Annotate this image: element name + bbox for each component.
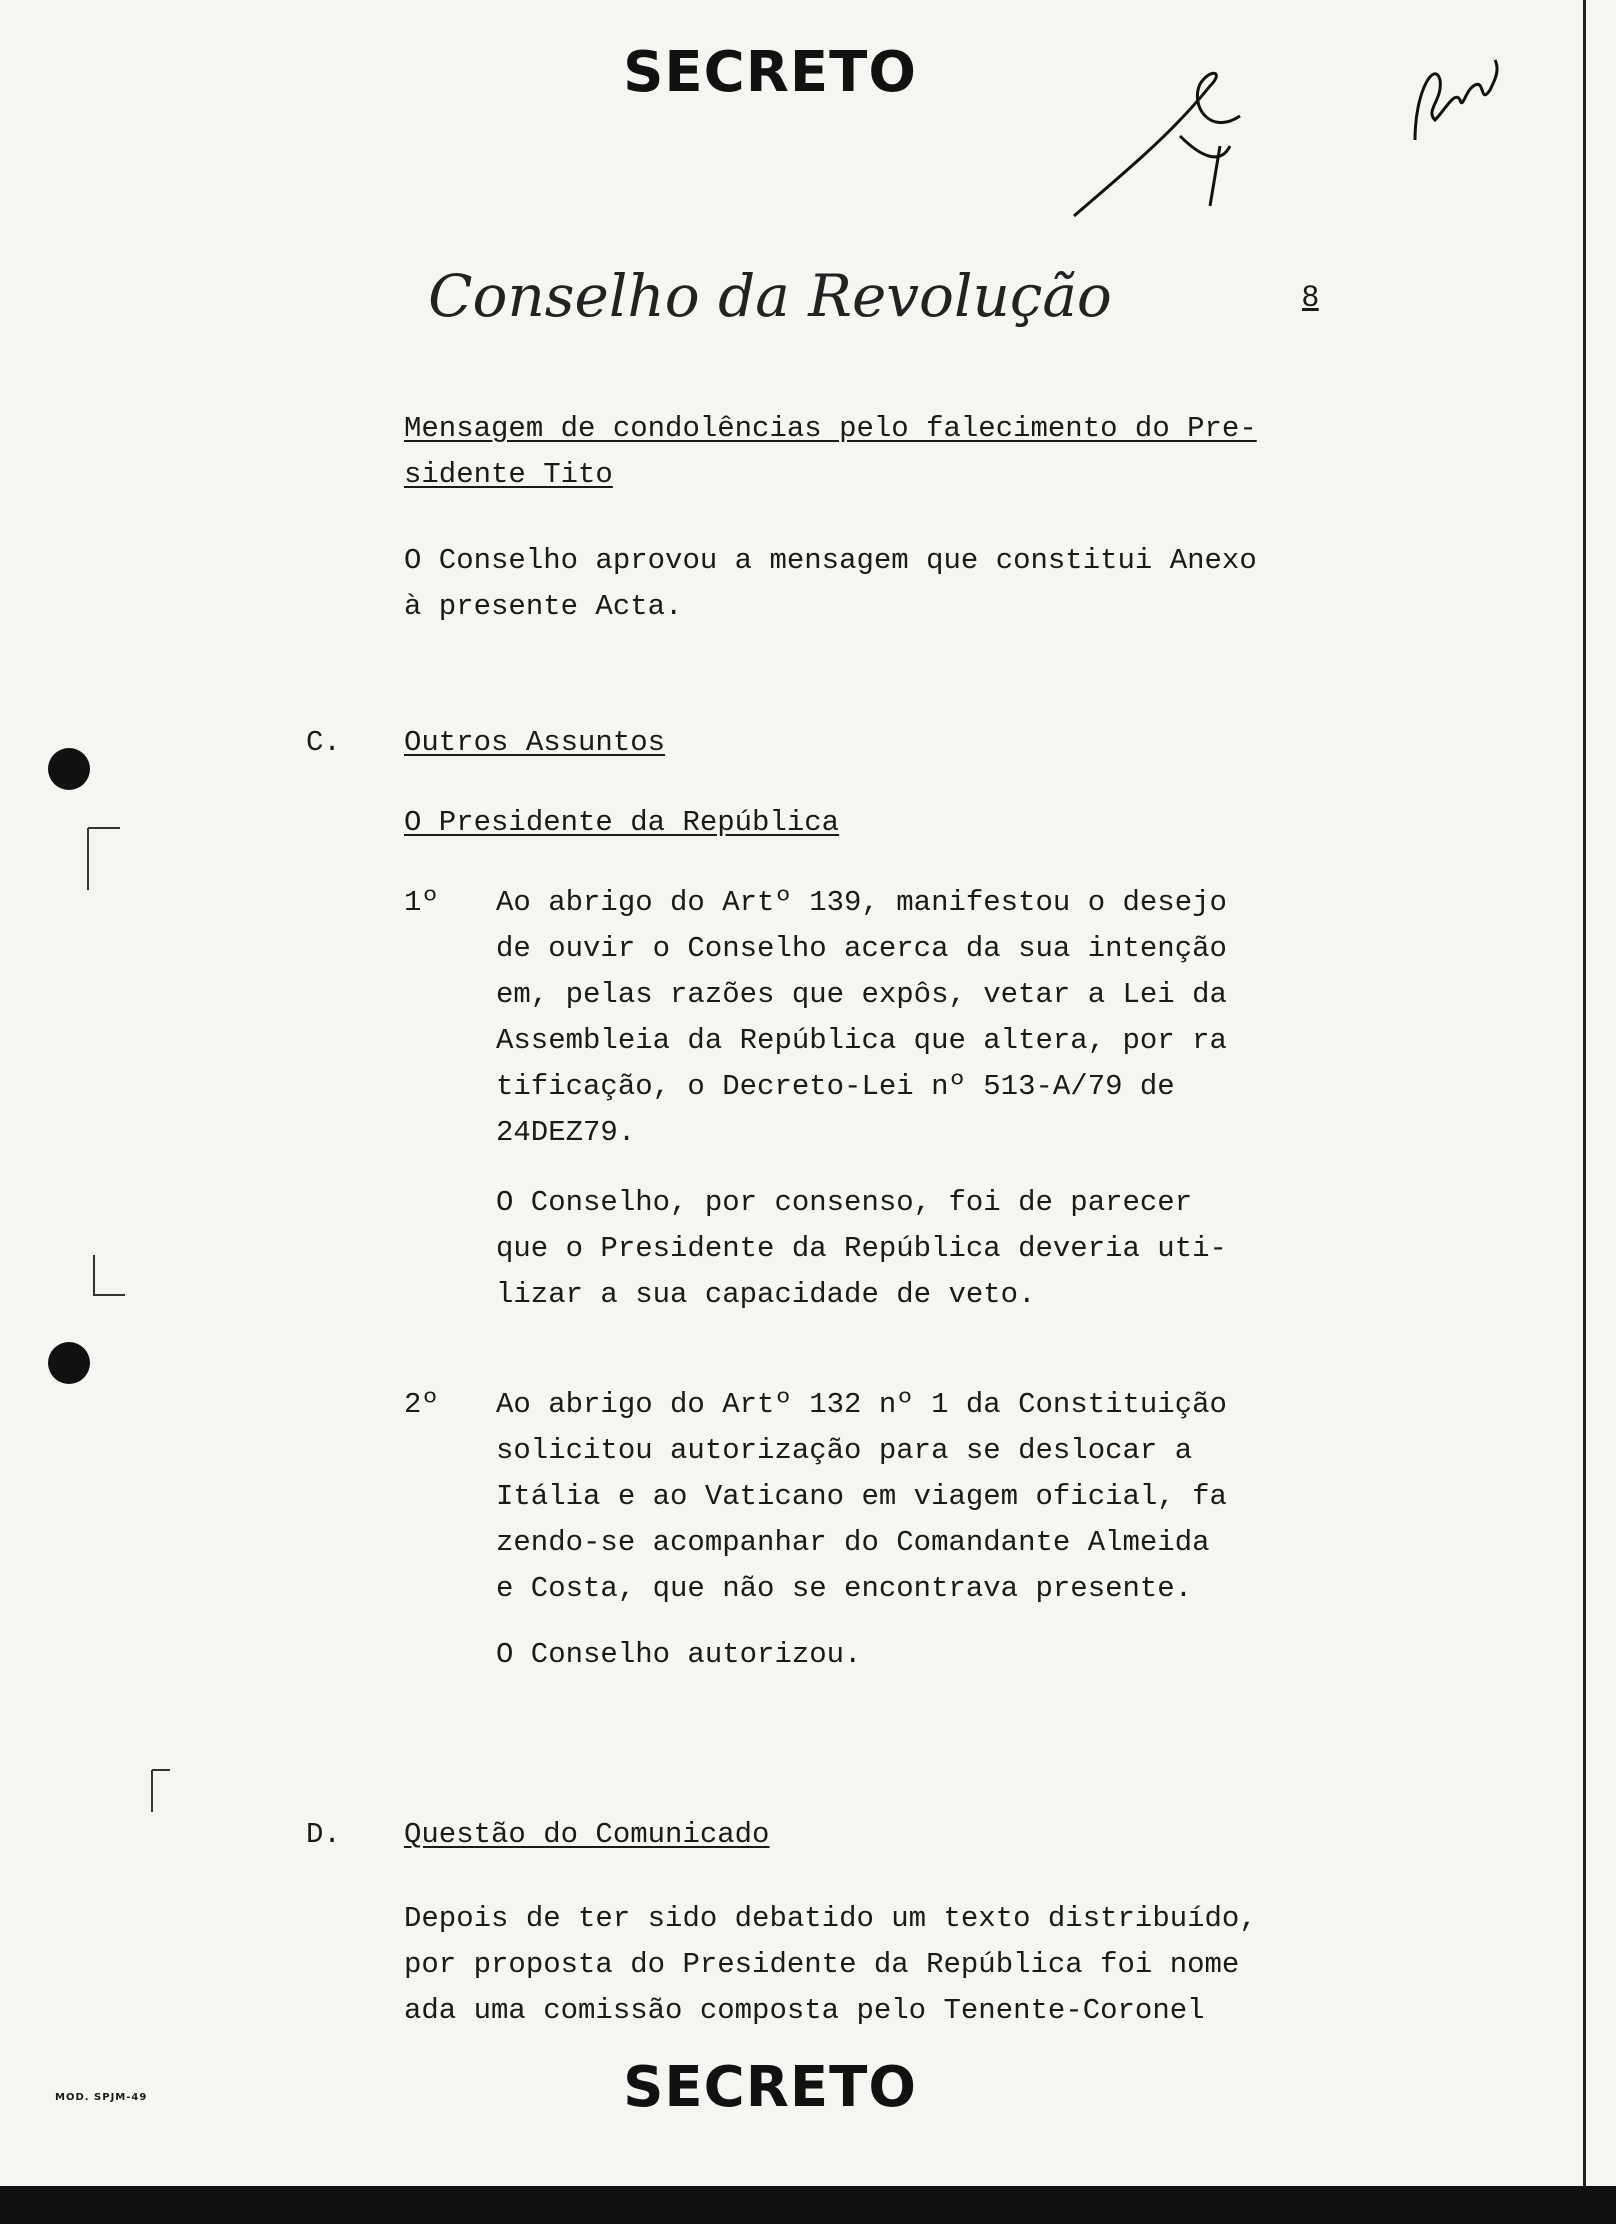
item-line: e Costa, que não se encontrava presente. bbox=[496, 1572, 1193, 1605]
classification-footer: SECRETO bbox=[623, 2055, 917, 2120]
section-c-title: Outros Assuntos bbox=[404, 726, 666, 759]
section-d-title: Questão do Comunicado bbox=[404, 1818, 770, 1851]
section-c-subtitle: O Presidente da República bbox=[404, 806, 840, 839]
signature-initial bbox=[1060, 66, 1260, 226]
form-code: MOD. SPJM-49 bbox=[55, 2092, 148, 2103]
item-line: solicitou autorização para se deslocar a bbox=[496, 1434, 1193, 1467]
item-response-line: O Conselho, por consenso, foi de parecer bbox=[496, 1186, 1193, 1219]
item-number: 1º bbox=[404, 886, 439, 919]
item-line: Itália e ao Vaticano em viagem oficial, fa bbox=[496, 1480, 1227, 1513]
section-d-body-line: ada uma comissão composta pelo Tenente-Coronel bbox=[404, 1994, 1205, 2027]
item-line: de ouvir o Conselho acerca da sua intenção bbox=[496, 932, 1227, 965]
page-number: 8 bbox=[1302, 280, 1319, 313]
condolences-title-cont: sidente Tito bbox=[404, 458, 613, 491]
item-response-line: lizar a sua capacidade de veto. bbox=[496, 1278, 1036, 1311]
handwritten-rubric bbox=[1405, 50, 1505, 150]
section-d-marker: D. bbox=[306, 1818, 341, 1851]
classification-header: SECRETO bbox=[623, 40, 917, 105]
section-d-body-line: por proposta do Presidente da República foi nome bbox=[404, 1948, 1240, 1981]
condolences-body-line: O Conselho aprovou a mensagem que constitui Anexo bbox=[404, 544, 1257, 577]
letterhead: Conselho da Revolução bbox=[428, 262, 1112, 330]
item-line: Ao abrigo do Artº 132 nº 1 da Constituição bbox=[496, 1388, 1227, 1421]
item-line: zendo-se acompanhar do Comandante Almeida bbox=[496, 1526, 1210, 1559]
section-d-body-line: Depois de ter sido debatido um texto distribuído, bbox=[404, 1902, 1257, 1935]
item-line: Ao abrigo do Artº 139, manifestou o desejo bbox=[496, 886, 1227, 919]
item-response-line: O Conselho autorizou. bbox=[496, 1638, 862, 1671]
item-line: tificação, o Decreto-Lei nº 513-A/79 de bbox=[496, 1070, 1175, 1103]
item-line: 24DEZ79. bbox=[496, 1116, 636, 1149]
condolences-body-line: à presente Acta. bbox=[404, 590, 683, 623]
section-c-marker: C. bbox=[306, 726, 341, 759]
scan-border bbox=[1583, 0, 1586, 2190]
item-response-line: que o Presidente da República deveria uti- bbox=[496, 1232, 1227, 1265]
scan-edge bbox=[0, 2186, 1616, 2224]
condolences-title: Mensagem de condolências pelo falecimento do Pre- bbox=[404, 412, 1257, 445]
item-number: 2º bbox=[404, 1388, 439, 1421]
item-line: em, pelas razões que expôs, vetar a Lei da bbox=[496, 978, 1227, 1011]
item-line: Assembleia da República que altera, por ra bbox=[496, 1024, 1227, 1057]
